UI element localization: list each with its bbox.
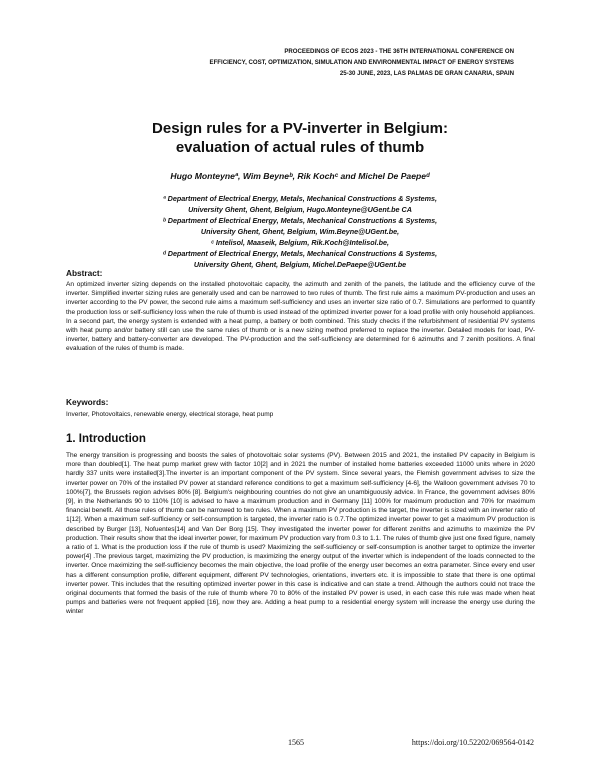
title-line-1: Design rules for a PV-inverter in Belgium: (152, 120, 448, 137)
introduction-text: The energy transition is progressing and boosts the sales of photovoltaic solar systems (PV). Between 2015 and 2021, the installed PV capacity in Belgium is more than doubled[1]. The heat pump market grew with factor 10[2] and in 2021 the number of installed home batteries exceeded 11000 units where in 2020 hardly 337 units were installed[3].The inverter is an important component of the PV system. Since several years, the Flemish government advises to size the inverter power on 70% of the installed PV power at standard reference conditions to get a maximum self-sufficiency [4-6], the Walloon government advises 70 to 100%[7], the Brussels region advises 80% [8]. Belgium's neighbouring countries do not give an unambiguously advice. In France, the government advises 80% [9], in the Netherlands 90 to 110% [10] is advised to have a maximum production and in Germany [11] 100% for maximum production and 70% for maximum financial benefit. All those rules of thumb can be narrowed to two rules. When a maximum PV production is the target, the inverter is sized with an inverter ratio of 1[12]. When a maximum self-sufficiency or self-consumption is targeted, the inverter ratio is 0.7.The optimized inverter power to get a maximum PV production is described by Burger [13], Nofuentes[14] and Van Der Borg [15]. They investigated the inverter power for different zeniths and azimuths to maximize the PV production. Their results show that the ideal inverter power, for maximum PV production vary from 0.3 to 1.1. The rules of thumb give just one fixed figure, namely a ratio of 1. What is the production loss if the rule of thumb is used? Maximizing the self-sufficiency or self-consumption is another target to optimize the inverter power[4] .The previous target, maximizing the PV production, is maximizing the energy output of the inverter which is independent of the loads connected to the inverter. Once maximizing the self-sufficiency becomes the main objective, the load profile of the energy user becomes an extra parameter. Since every end user has a different consumption profile, different equipment, different PV technologies, orientations, inverters etc. it is impossible to state that there is one optimal inverter power. This includes that the resulting optimized inverter power in this case is indicative and can state a trend. Although the authors could not trace the original documents that formed the basis of the rule of thumb where 70 to 80% of the installed PV power is used, in each case this rule was made when heat pumps and batteries were not frequent applied [16], now they are. Adding a heat pump to a residential energy system will increase the energy use during the winter (66, 452, 535, 616)
proceedings-header (74, 46, 514, 79)
affiliations (150, 193, 450, 270)
proceedings-line-2: EFFICIENCY, COST, OPTIMIZATION, SIMULATION AND ENVIRONMENTAL IMPACT OF ENERGY SYSTEMS (209, 59, 514, 66)
author-list: Hugo Monteyneª, Wim Beyneᵇ, Rik Kochᶜ and Michel De Paepeᵈ (170, 171, 430, 181)
title-line-2: evaluation of actual rules of thumb (175, 139, 425, 156)
keywords-text: Inverter, Photovoltaics, renewable energy, electrical storage, heat pump (66, 411, 274, 418)
proceedings-line-1: PROCEEDINGS OF ECOS 2023 - THE 36TH INTERNATIONAL CONFERENCE ON (284, 48, 514, 55)
affiliation-a: ª Department of Electrical Energy, Metals, Mechanical Constructions & Systems, University Ghent, Ghent, Belgium, Hugo.Monteyne@UGent.be CA (162, 194, 437, 214)
paper-title (0, 119, 600, 157)
abstract-text: An optimized inverter sizing depends on the installed photovoltaic capacity, the azimuth and zenith of the panels, the latitude and the efficiency curve of the inverter. Simplified inverter sizing rules are generally used and can be narrowed to two rules of thumb. The first rule aims a maximum PV-production and uses an inverter according to the PV power, the second rule aims a maximum self-sufficiency and uses an inverter size ratio of 0.7. Simulations are performed to quantify the production loss or self-sufficiency loss when the rule of thumb is used instead of the optimized inverter power for a load profile with only household appliances. In a second part, the energy system is extended with a heat pump, a battery or both combined. This study checks if the refurbishment of residential PV systems with heat pump and/or battery still can use the same rules of thumb or is a new sizing method preferred to replace the inverter. Detailed models for load, PV-inverter, battery and battery-converter are developed. The PV-production and the self-sufficiency are determined for 6 azimuths and 7 zenith positions. A final evaluation of the rules of thumb is made. (66, 281, 535, 353)
proceedings-line-3: 25-30 JUNE, 2023, LAS PALMAS DE GRAN CANARIA, SPAIN (339, 70, 514, 77)
abstract-heading: Abstract: (66, 268, 103, 278)
affiliation-b: ᵇ Department of Electrical Energy, Metals, Mechanical Constructions & Systems, University Ghent, Ghent, Belgium, Wim.Beyne@UGent.be, (162, 216, 438, 236)
doi-link[interactable]: https://doi.org/10.52202/069564-0142 (411, 738, 534, 747)
affiliation-d: ᵈ Department of Electrical Energy, Metals, Mechanical Constructions & Systems, University Ghent, Ghent, Belgium, Michel.DePaepe@UGent.be (162, 249, 438, 269)
page-number: 1565 (288, 738, 304, 747)
affiliation-c: ᶜ Intelisol, Maaseik, Belgium, Rik.Koch@Intelisol.be, (210, 238, 390, 247)
keywords-heading: Keywords: (66, 397, 109, 407)
introduction-heading: 1. Introduction (66, 433, 146, 445)
